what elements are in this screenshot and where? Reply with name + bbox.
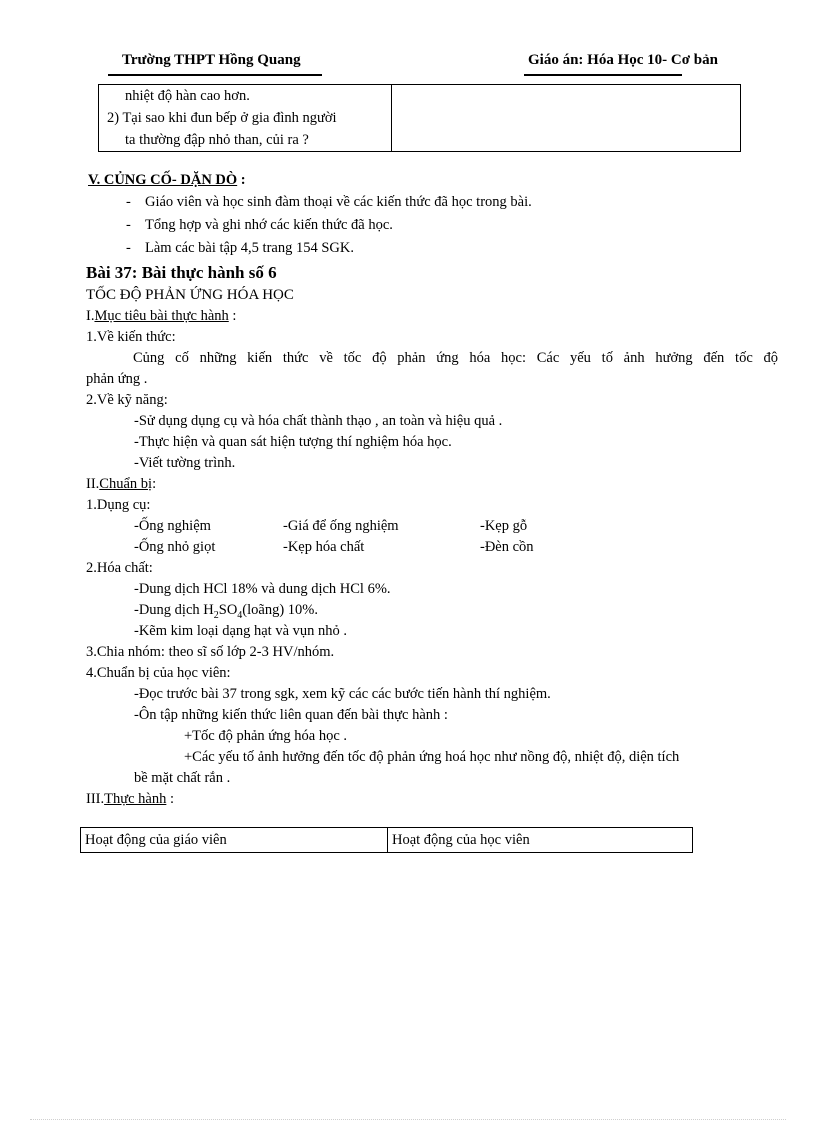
preparation-subitem-2-line-2: bề mặt chất rắn . (134, 770, 231, 786)
review-bullet-1: Giáo viên và học sinh đàm thoại về các kiến thức đã học trong bài. (145, 194, 532, 210)
table-line-1: nhiệt độ hàn cao hơn. (125, 88, 250, 104)
school-name: Trường THPT Hồng Quang (122, 52, 301, 68)
chemical-item-1: -Dung dịch HCl 18% và dung dịch HCl 6%. (134, 581, 391, 597)
school-underline (108, 74, 322, 76)
continued-activity-table (98, 84, 741, 152)
preparation-item-2: -Ôn tập những kiến thức liên quan đến bài thực hành : (134, 707, 448, 723)
part-2-heading: II.Chuẩn bị: (86, 476, 157, 492)
subject-underline (524, 74, 682, 76)
tool-item: -Kẹp hóa chất (283, 539, 365, 555)
knowledge-text-line-1: Củng cố những kiến thức về tốc độ phản ứng hóa học: Các yếu tố ảnh hưởng đến tốc độ (133, 350, 778, 366)
chemicals-heading: 2.Hóa chất: (86, 560, 153, 576)
chemical-item-3: -Kẽm kim loại dạng hạt và vụn nhỏ . (134, 623, 348, 639)
groups-line: 3.Chia nhóm: theo sĩ số lớp 2-3 HV/nhóm. (86, 644, 335, 660)
table-cell-left (99, 85, 392, 152)
tools-heading: 1.Dụng cụ: (86, 497, 151, 513)
student-activity-header: Hoạt động của học viên (388, 828, 693, 853)
lesson-title: Bài 37: Bài thực hành số 6 (86, 263, 277, 282)
document-subject: Giáo án: Hóa Học 10- Cơ bản (528, 52, 718, 68)
bullet-dash-icon: - (126, 240, 131, 256)
practice-activity-table (80, 827, 693, 853)
review-bullet-3: Làm các bài tập 4,5 trang 154 SGK. (145, 240, 354, 256)
teacher-activity-header: Hoạt động của giáo viên (81, 828, 388, 853)
preparation-subitem-2-line-1: +Các yếu tố ảnh hưởng đến tốc độ phản ứng hoá học như nồng độ, nhiệt độ, diện tích (184, 749, 680, 765)
tool-item: -Đèn cồn (480, 539, 534, 555)
table-line-2: 2) Tại sao khi đun bếp ở gia đình người (107, 110, 337, 126)
section-v-heading: V. CỦNG CỐ- DẶN DÒ : (88, 172, 246, 188)
tool-item: -Kẹp gỗ (480, 518, 528, 534)
footer-divider (30, 1119, 786, 1120)
knowledge-text-line-2: phản ứng . (86, 371, 148, 387)
skill-item-2: -Thực hiện và quan sát hiện tượng thí nghiệm hóa học. (134, 434, 452, 450)
preparation-item-1: -Đọc trước bài 37 trong sgk, xem kỹ các các bước tiến hành thí nghiệm. (134, 686, 551, 702)
chemical-item-2: -Dung dịch $H_2SO_4(loãng)$ 10%. (134, 602, 318, 621)
tool-item: -Ống nhỏ giọt (134, 539, 216, 555)
knowledge-heading: 1.Về kiến thức: (86, 329, 176, 345)
review-bullet-2: Tổng hợp và ghi nhớ các kiến thức đã học. (145, 217, 393, 233)
preparation-heading: 4.Chuẩn bị của học viên: (86, 665, 231, 681)
table-line-3: ta thường đập nhỏ than, củi ra ? (125, 132, 309, 148)
skills-heading: 2.Về kỹ năng: (86, 392, 168, 408)
bullet-dash-icon: - (126, 194, 131, 210)
tool-item: -Ống nghiệm (134, 518, 211, 534)
skill-item-3: -Viết tường trình. (134, 455, 236, 471)
part-1-heading: I.Mục tiêu bài thực hành : (86, 308, 237, 324)
bullet-dash-icon: - (126, 217, 131, 233)
table-cell-right (392, 85, 741, 152)
skill-item-1: -Sử dụng dụng cụ và hóa chất thành thạo , an toàn và hiệu quả . (134, 413, 503, 429)
preparation-subitem-1: +Tốc độ phản ứng hóa học . (184, 728, 348, 744)
tool-item: -Giá để ống nghiệm (283, 518, 399, 534)
lesson-subtitle: TỐC ĐỘ PHẢN ỨNG HÓA HỌC (86, 287, 294, 303)
part-3-heading: III.Thực hành : (86, 791, 174, 807)
